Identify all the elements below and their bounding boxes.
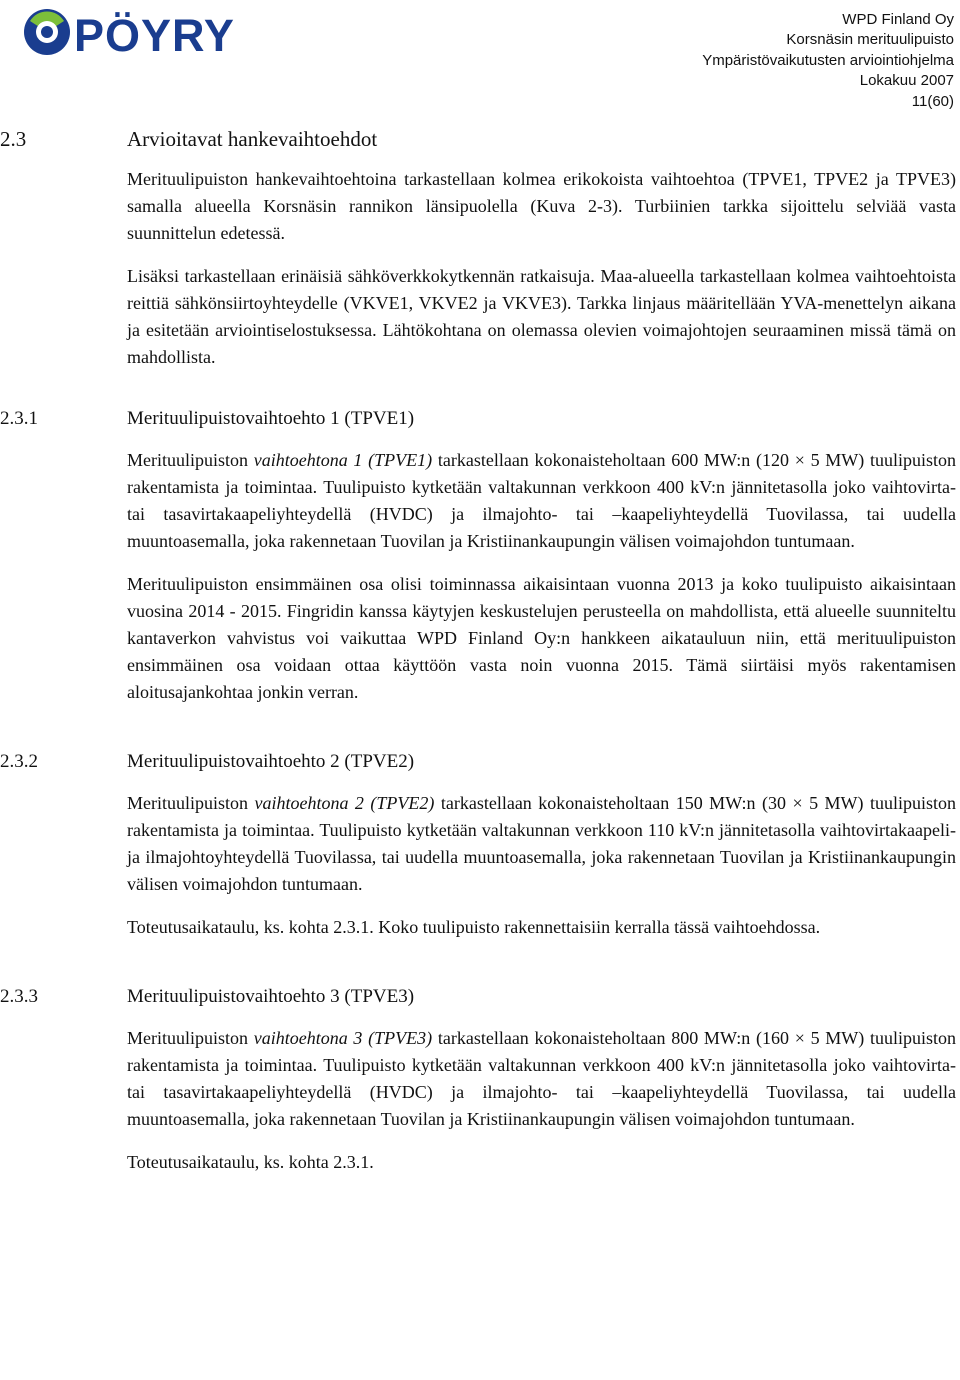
paragraph-text: tarkastellaan kokonaisteholtaan 600 MW:n (120 × 5 MW) tuulipuiston rakentamista ja toimintaa. Tuulipuisto kytketään valtakunnan verkkoon 400 kV:n jännitetasolla joko vaihtovirta- tai tasavirtakaapeliyhteydellä (HVDC) ja ilmajohto- tai –kaapeliyhteydellä Tuovilassa, tai uudella muuntoasemalla, joka rakennetaan Tuovilan ja Kristiinankaupungin välisen voimajohdon tuntumaan. — [127, 450, 957, 551]
subsection-title: Merituulipuistovaihtoehto 1 (TPVE1) — [127, 408, 415, 429]
document-meta — [702, 10, 954, 112]
paragraph-text: Merituulipuiston — [127, 793, 255, 813]
poyry-logo — [20, 4, 282, 60]
section-number: 2.3 — [0, 127, 27, 151]
section-paragraph: Lisäksi tarkastellaan erinäisiä sähköverkkokytkennän ratkaisuja. Maa-alueella tarkastellaan kolmea vaihtoehtoista reittiä sähkönsiirtoyhteydelle (VKVE1, VKVE2 ja VKVE3). Tarkka linjaus määritellään YVA-menettelyn aikana ja esitetään arviointiselostuksessa. Lähtökohtana on olemassa olevien voimajohtojen seuraaminen missä tämä on mahdollista. — [127, 266, 956, 367]
section-2-3 — [0, 124, 956, 371]
paragraph-emphasis: vaihtoehtona 1 (TPVE1) — [253, 450, 433, 470]
company-name: WPD Finland Oy — [842, 11, 954, 28]
document-date: Lokakuu 2007 — [859, 72, 954, 90]
subsection-2-3-1 — [0, 405, 956, 706]
section-paragraph: Merituulipuiston hankevaihtoehtoina tarkastellaan kolmea erikokoista vaihtoehtoa (TPVE1, TPVE2 ja TPVE3) samalla alueella Korsnäsin rannikon länsipuolella (Kuva 2-3). Turbiinien tarkka sijoittelu selviää vasta suunnittelun edetessä. — [127, 169, 956, 243]
document-body — [0, 124, 956, 1176]
subsection-number: 2.3.2 — [0, 751, 38, 772]
subsection-paragraph — [127, 1025, 956, 1133]
subsection-title: Merituulipuistovaihtoehto 2 (TPVE2) — [127, 751, 415, 772]
paragraph-text: Merituulipuiston — [127, 1028, 254, 1048]
subsection-number: 2.3.3 — [0, 986, 38, 1007]
subsection-2-3-3 — [0, 983, 956, 1176]
subsection-paragraph — [127, 447, 956, 555]
subsection-heading — [0, 405, 956, 433]
document-type: Ympäristövaikutusten arviointiohjelma — [702, 51, 954, 69]
logo-text: PÖYRY — [74, 10, 235, 60]
subsection-heading — [0, 983, 956, 1011]
subsection-heading — [0, 748, 956, 776]
subsection-number: 2.3.1 — [0, 408, 38, 429]
paragraph-text: tarkastellaan kokonaisteholtaan 800 MW:n (160 × 5 MW) tuulipuiston rakentamista ja toimintaa. Tuulipuisto kytketään valtakunnan verkkoon 400 kV:n jännitetasolla joko vaihtovirta- tai tasavirtakaapeliyhteydellä (HVDC) ja ilmajohto- tai –kaapeliyhteydellä Tuovilassa, tai uudella muuntoasemalla, joka rakennetaan Tuovilan ja Kristiinankaupungin välisen voimajohdon tuntumaan. — [127, 1028, 957, 1129]
subsection-paragraph — [127, 790, 956, 898]
project-name: Korsnäsin merituulipuisto — [786, 31, 954, 49]
section-title: Arvioitavat hankevaihtoehdot — [127, 127, 378, 151]
paragraph-text: tarkastellaan kokonaisteholtaan 150 MW:n (30 × 5 MW) tuulipuiston rakentamista ja toimintaa. Tuulipuisto kytketään valtakunnan verkkoon 110 kV:n jännitetasolla vaihtovirtakaapeli- ja ilmajohtoyhteydellä Tuovilassa, tai uudella muuntoasemalla, joka rakennetaan Tuovilan ja Kristiinankaupungin välisen voimajohdon tuntumaan. — [127, 793, 957, 894]
paragraph-emphasis: vaihtoehtona 3 (TPVE3) — [253, 1028, 433, 1048]
subsection-paragraph: Merituulipuiston ensimmäinen osa olisi toiminnassa aikaisintaan vuonna 2013 ja koko tuulipuisto aikaisintaan vuosina 2014 - 2015. Fingridin kanssa käytyjen keskustelujen perusteella on mahdollista, että alueelle suunniteltu kantaverkon vahvistus voi vaikuttaa WPD Finland Oy:n hankkeen aikatauluun niin, että merituulipuiston ensimmäinen osa voidaan ottaa käyttöön vasta noin vuonna 2015. Tämä siirtäisi myös rakentamisen aloitusajankohtaa jonkin verran. — [127, 574, 956, 702]
subsection-title: Merituulipuistovaihtoehto 3 (TPVE3) — [127, 986, 415, 1007]
poyry-logo-graphic — [20, 4, 282, 60]
paragraph-text: Merituulipuiston — [127, 450, 254, 470]
paragraph-emphasis: vaihtoehtona 2 (TPVE2) — [254, 793, 435, 813]
section-heading — [0, 124, 956, 154]
subsection-paragraph: Toteutusaikataulu, ks. kohta 2.3.1. Koko tuulipuisto rakennettaisiin kerralla tässä vaihtoehdossa. — [127, 917, 821, 937]
subsection-2-3-2 — [0, 748, 956, 941]
subsection-paragraph: Toteutusaikataulu, ks. kohta 2.3.1. — [127, 1152, 374, 1172]
page-number: 11(60) — [911, 92, 954, 110]
